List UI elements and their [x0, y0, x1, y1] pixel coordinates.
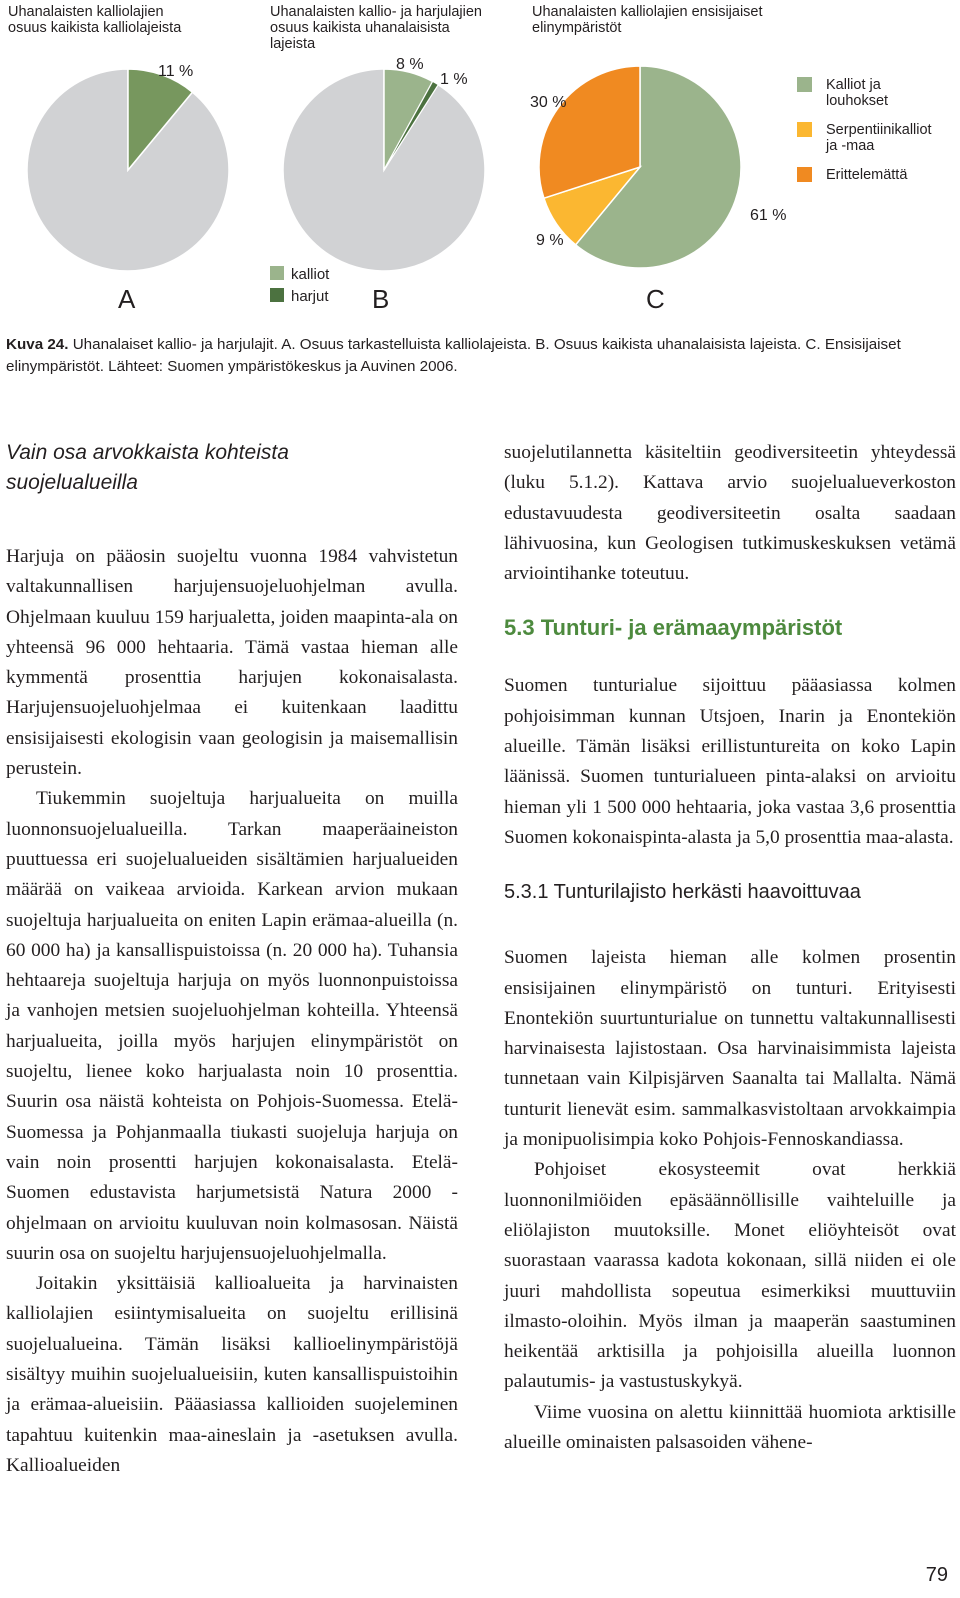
- right-intro-paragraph: suojelutilannetta käsiteltiin geodiversiteetin yhteydessä (luku 5.1.2). Kattava arvio suojelualueverkoston edustavuudesta geodiversiteetin osalta saadaan lähivuosina, kun Geologisen tutkimuskeskuksen vetämä arviointihanke toteutuu.: [504, 442, 956, 585]
- legend-c-label-erittelematta: Erittelemättä: [826, 167, 908, 183]
- panel-c-title-line-1: Uhanalaisten kalliolajien ensisijaiset: [532, 4, 763, 20]
- left-column: [6, 438, 458, 1481]
- left-subheading: [6, 438, 458, 498]
- section-5-3-paragraph: Suomen tunturialue sijoittuu pääasiassa kolmen pohjoisimman kunnan Utsjoen, Inarin ja Enontekiön alueille. Tämän lisäksi erillistuntureita on koko Lapin läänissä. Suomen tunturialueen pinta-alaksi on arvioitu hieman yli 1 500 000 hehtaaria, joka vastaa 3,6 prosenttia Suomen kokonaispinta-alasta ja 5,0 prosenttia maa-alasta.: [504, 675, 956, 848]
- right-paragraph-2: Pohjoiset ekosysteemit ovat herkkiä luonnonilmiöiden epäsäännöllisille vaihteluille ja eliölajiston muutoksille. Monet eliöyhteisöt ovat suorastaan vaarassa kadota kokonaan, sillä niiden ei ole juuri mahdollista sopeutua esimerkiksi muuttuviin ilmasto-oloihin. Myös ilman ja maaperän saastuminen heikentää arktisilla ja pohjoisilla alueilla luonnon palautumis- ja vastustuskykyä.: [504, 1159, 956, 1393]
- panel-b-letter: B: [372, 284, 390, 314]
- panel-b-title-line-2: osuus kaikista uhanalaisista: [270, 20, 450, 36]
- right-column: [504, 438, 956, 1458]
- legend-b-label-kalliot: kalliot: [291, 266, 330, 283]
- legend-c-swatch-kalliot: [797, 77, 812, 92]
- section-heading-5-3: 5.3 Tunturi- ja erämaaympäristöt: [504, 615, 843, 641]
- pie-b-label-8: 8 %: [396, 56, 424, 73]
- left-paragraph-2: Tiukemmin suojeltuja harjualueita on muilla luonnonsuojelualueilla. Tarkan maaperäaineiston puuttuessa eri suojelualueiden sisältämien harjualueiden määrää on vaikeaa arvioida. Karkean arvion mukaan suojeltuja harjualueita on eniten Lapin erämaa-alueilla (n. 60 000 ha) ja kansallispuistoissa (n. 20 000 ha). Tuhansia hehtaareja suojeltuja harjuja on myös luonnonpuistoissa ja vanhojen metsien suojeluohjelman kohteilla. Yhteensä harjualueita, joilla myös harjujen elinympäristöt on suojeltu, lienee koko harjualasta noin 10 prosenttia. Suurin osa näistä kohteista on Pohjois-Suomessa. Etelä- Suomessa ja Pohjanmaalla tiukasti suojeluja harjuja on vain noin prosentti harjujen kokonaisalasta. Etelä-Suomen edustavista harjumetsistä Natura 2000 -ohjelmaan on arvioitu kuuluvan noin kolmasosan. Näistä suurin osa on suojeltu harjujensuojeluohjelmalla.: [6, 788, 458, 1264]
- panel-b: [270, 4, 485, 314]
- subsection-heading-5-3-1: 5.3.1 Tunturilajisto herkästi haavoittuvaa: [504, 881, 861, 904]
- panel-a-title-line-2: osuus kaikista kalliolajeista: [8, 20, 182, 36]
- legend-c-swatch-erittelematta: [797, 167, 812, 182]
- panel-c-letter: C: [646, 284, 665, 314]
- panel-b-title-line-1: Uhanalaisten kallio- ja harjulajien: [270, 4, 482, 20]
- figure-pie-charts: [0, 0, 960, 325]
- panel-c: [530, 4, 932, 314]
- left-paragraph-3: Joitakin yksittäisiä kallioalueita ja harvinaisten kalliolajien esiintymisalueita on suojeltu erillisinä suojelualueina. Tämän lisäksi kallioelinympäristöjä sisältyy muihin suojelualueisiin, kuten kansallispuistoihin ja erämaa-alueisiin. Pääasiassa kallioiden suojeleminen tapahtuu kuitenkin maa-aineslain ja -asetuksen avulla. Kallioalueiden: [6, 1273, 458, 1476]
- legend-b-swatch-harjut: [270, 288, 284, 302]
- page-number: 79: [925, 1564, 948, 1586]
- caption-text: Uhanalaiset kallio- ja harjulajit. A. Osuus tarkastelluista kalliolajeista. B. Osuus kaikista uhanalaisista lajeista. C. Ensisijaiset elinympäristöt. Lähteet: Suomen ympäristökeskus ja Auvinen 2006.: [6, 336, 901, 375]
- legend-b-swatch-kalliot: [270, 266, 284, 280]
- panel-b-title-line-3: lajeista: [270, 36, 316, 52]
- legend-c-swatch-serpentiini: [797, 122, 812, 137]
- legend-c-label-kalliot-line-1: Kalliot ja: [826, 77, 881, 93]
- panel-a-letter: A: [118, 284, 136, 314]
- right-paragraph-1: Suomen lajeista hieman alle kolmen prosentin ensisijainen elinympäristö on tunturi. Erityisesti Enontekiön suurtunturialue on tunnettu valtakunnallisesti harvinaisesta lajistostaan. Osa harvinaisimmista lajeista tunnetaan vain Kilpisjärven Saanalta tai Mallalta. Nämä tunturit lienevät esim. sammalkasvistoltaan arvokkaimpia ja monipuolisimpia koko Pohjois-Fennoskandiassa.: [504, 947, 956, 1151]
- pie-c-label-30: 30 %: [530, 94, 567, 111]
- panel-a-title-line-1: Uhanalaisten kalliolajien: [8, 4, 164, 20]
- pie-a-label-11: 11 %: [158, 63, 194, 80]
- left-subheading-line-1: Vain osa arvokkaista kohteista: [6, 441, 289, 464]
- pie-b-label-1: 1 %: [440, 71, 468, 88]
- legend-c-label-serpentiini-line-1: Serpentiinikalliot: [826, 122, 932, 138]
- figure-caption: [6, 334, 956, 378]
- pie-c-label-61: 61 %: [750, 207, 787, 224]
- legend-c-label-serpentiini-line-2: ja -maa: [826, 138, 875, 154]
- panel-c-title-line-2: elinympäristöt: [532, 20, 622, 36]
- right-paragraph-3: Viime vuosina on alettu kiinnittää huomiota arktisille alueille ominaisten palsasoiden vähene-: [504, 1401, 956, 1454]
- pie-c-label-9: 9 %: [536, 232, 564, 249]
- legend-c-label-kalliot-line-2: louhokset: [826, 93, 889, 109]
- left-paragraph-1: Harjuja on pääosin suojeltu vuonna 1984 vahvistetun valtakunnallisen harjujensuojeluohjelman avulla. Ohjelmaan kuuluu 159 harjualetta, joiden maapinta-ala on yhteensä 96 000 hehtaaria. Tämä vastaa hieman alle kymmentä prosenttia harjujen kokonaisalasta. Harjujensuojeluohjelmaa ei kuitenkaan laadittu ensisijaisesti ekologisin vaan geologisin ja maisemallisin perustein.: [6, 546, 458, 780]
- legend-b-label-harjut: harjut: [291, 288, 329, 305]
- left-subheading-line-2: suojelualueilla: [6, 471, 138, 494]
- panel-a: [8, 4, 229, 314]
- caption-label: Kuva 24.: [6, 336, 69, 353]
